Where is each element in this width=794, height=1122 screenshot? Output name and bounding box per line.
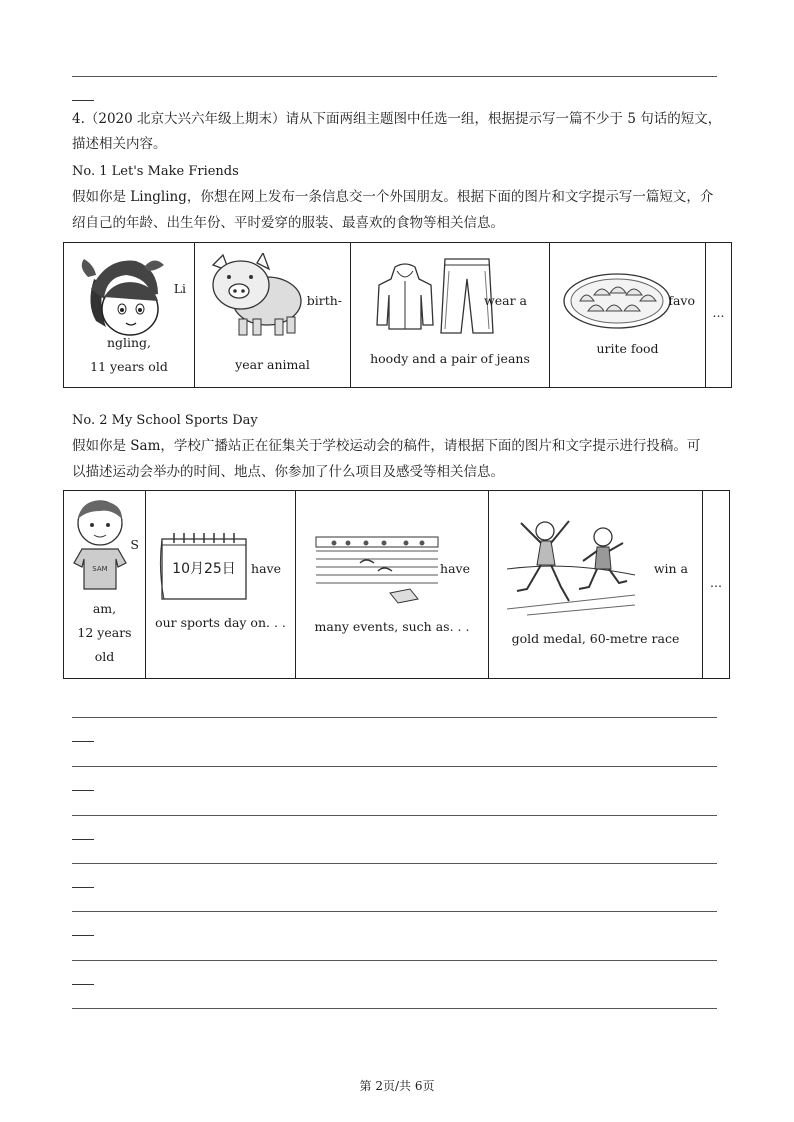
cell-bottom-label: 11 years old	[90, 359, 168, 374]
question-text: 4.（2020 北京大兴六年级上期末）请从下面两组主题图中任选一组，根据提示写一篇不少于 5 句话的短文，	[72, 111, 722, 127]
answer-line[interactable]	[72, 1008, 717, 1009]
cell-events	[296, 491, 489, 679]
cell-bottom-label: urite food	[596, 341, 659, 356]
cell-top-label: favo	[668, 293, 695, 308]
answer-line-end	[72, 887, 94, 888]
cell-bottom-label: gold medal, 60-metre race	[511, 631, 680, 646]
answer-line[interactable]	[72, 717, 717, 718]
cell-food	[550, 243, 706, 388]
group2-prompt-cont: 以描述运动会举办的时间、地点、你参加了什么项目及感受等相关信息。	[72, 464, 504, 480]
cell-sports-day	[146, 491, 296, 679]
ellipsis-label: ...	[710, 575, 722, 590]
group1-prompt: 假如你是 Lingling，你想在网上发布一条信息交一个外国朋友。根据下面的图片和文字提示写一篇短文，介	[72, 189, 714, 205]
cell-sam	[64, 491, 146, 679]
hoody-icon	[375, 263, 435, 333]
answer-line[interactable]	[72, 76, 717, 77]
question-text-cont: 描述相关内容。	[72, 136, 167, 152]
calendar-date: 10月25日	[172, 561, 236, 577]
cell-birth-year	[195, 243, 351, 388]
page-footer: 第 2页/共 6页	[359, 1079, 435, 1093]
runners-icon	[507, 517, 637, 617]
girl-icon	[76, 249, 176, 349]
cell-line3: old	[94, 649, 115, 664]
cell-top-label: have	[440, 561, 470, 576]
answer-line[interactable]	[72, 766, 717, 767]
group1-prompt-cont: 绍自己的年龄、出生年份、平时爱穿的服装、最喜欢的食物等相关信息。	[72, 215, 504, 231]
cell-ellipsis	[703, 491, 730, 679]
answer-line[interactable]	[72, 960, 717, 961]
calendar-icon	[158, 531, 250, 601]
cell-top-label: wear a	[484, 293, 527, 308]
cell-bottom-label: many events, such as. . .	[314, 619, 470, 634]
answer-line-end	[72, 100, 94, 101]
answer-line[interactable]	[72, 815, 717, 816]
stadium-icon	[314, 531, 440, 611]
cell-bottom-label: our sports day on. . .	[155, 615, 286, 630]
cell-lingling	[64, 243, 195, 388]
answer-line-end	[72, 839, 94, 840]
group1-title: No. 1 Let's Make Friends	[72, 164, 239, 179]
group2-title: No. 2 My School Sports Day	[72, 413, 258, 428]
shirt-text: SAM	[92, 565, 108, 573]
cell-top-label: win a	[653, 561, 688, 576]
pig-icon	[205, 253, 305, 343]
group2-prompt: 假如你是 Sam，学校广播站正在征集关于学校运动会的稿件，请根据下面的图片和文字提示进行投稿。可	[72, 438, 701, 454]
cell-top-label: S	[130, 537, 139, 552]
answer-line-end	[72, 984, 94, 985]
cell-middle-label: ngling,	[106, 335, 152, 350]
answer-line[interactable]	[72, 863, 717, 864]
cell-top-label: Li	[173, 281, 186, 296]
cell-top-label: have	[251, 561, 281, 576]
answer-line-end	[72, 741, 94, 742]
answer-line-end	[72, 935, 94, 936]
dumplings-icon	[562, 271, 672, 331]
answer-line[interactable]	[72, 911, 717, 912]
cell-clothes	[351, 243, 550, 388]
answer-line-end	[72, 790, 94, 791]
cell-bottom-label: year animal	[235, 357, 310, 372]
cell-top-label: birth-	[306, 293, 342, 308]
group2-table	[63, 490, 730, 679]
cell-line2: 12 years	[77, 625, 132, 640]
cell-bottom-label: hoody and a pair of jeans	[370, 351, 530, 366]
ellipsis-label: ...	[712, 305, 725, 320]
cell-ellipsis	[706, 243, 732, 388]
boy-icon	[70, 497, 134, 597]
group1-table	[63, 242, 732, 388]
cell-line1: am,	[92, 601, 117, 616]
cell-race	[489, 491, 703, 679]
